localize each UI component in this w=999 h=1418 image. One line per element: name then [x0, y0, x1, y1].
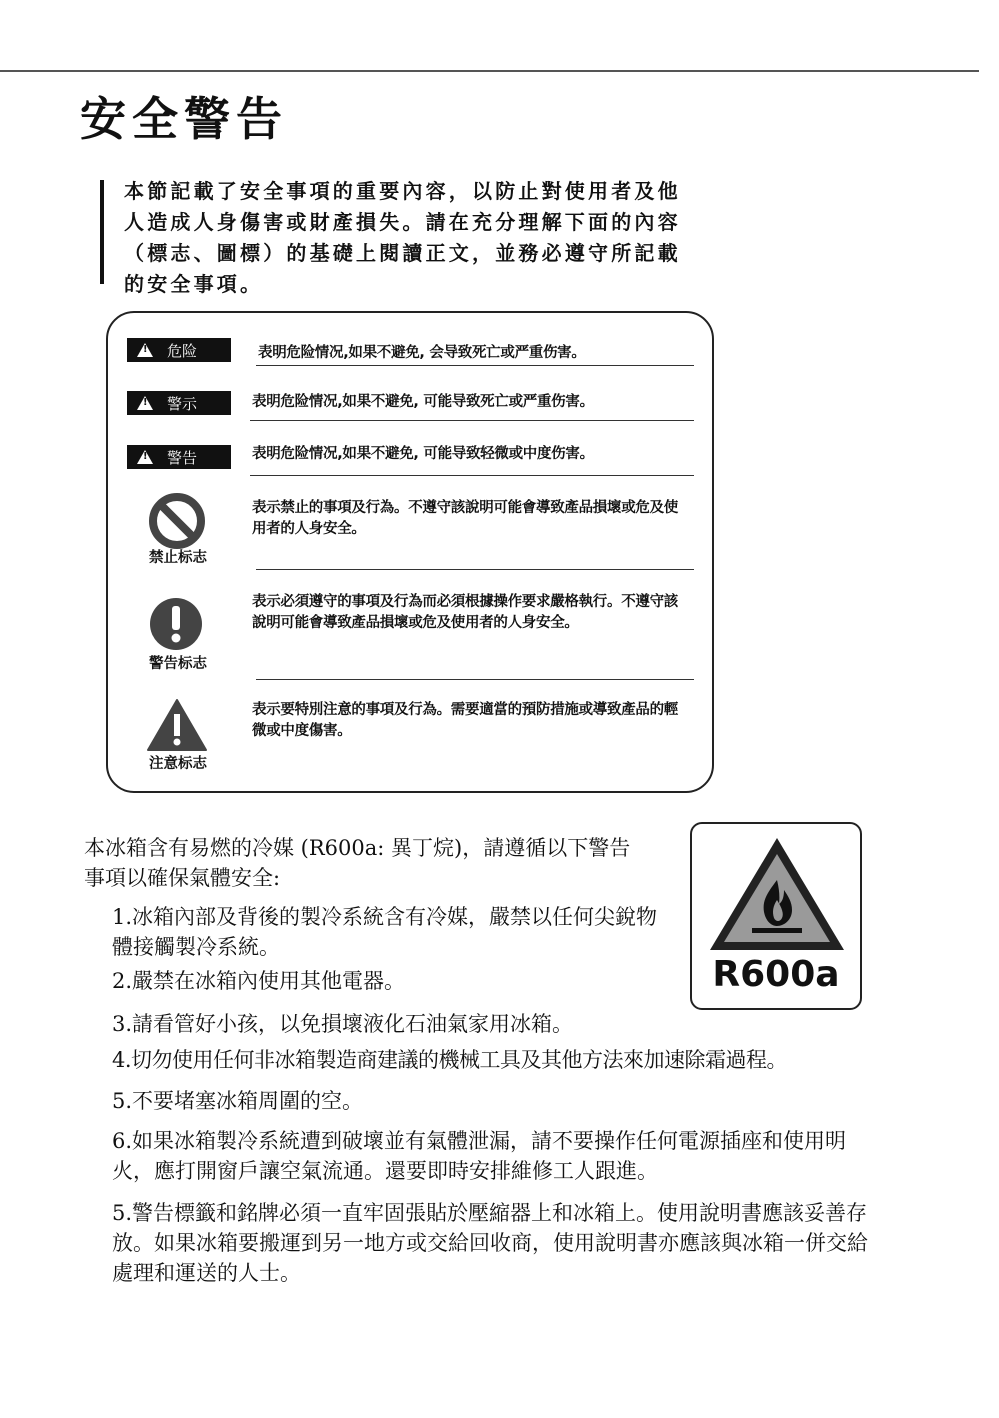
danger-badge-label: 危险: [167, 341, 198, 360]
divider: [250, 420, 694, 421]
divider: [256, 365, 694, 366]
top-rule: [0, 70, 979, 72]
list-item: 4.切勿使用任何非冰箱製造商建議的機械工具及其他方法來加速除霜過程。: [112, 1048, 788, 1072]
prohibit-label: 禁止标志: [149, 550, 207, 566]
divider: [256, 569, 694, 570]
flammable-warning-label: [690, 822, 862, 1010]
r600a-label: R600a: [712, 954, 840, 995]
divider: [256, 679, 694, 680]
caution-text: 表明危险情况,如果不避免, 可能导致轻微或中度伤害。: [252, 446, 594, 462]
caution-badge: [127, 445, 231, 469]
warning-triangle-icon: [137, 450, 153, 464]
prohibition-icon: [148, 492, 206, 550]
warning-badge-label: 警示: [167, 394, 198, 413]
warning-triangle-icon: [146, 698, 208, 752]
warning-triangle-icon: [137, 343, 153, 357]
list-item: 5.警告標籤和銘牌必須一直牢固張貼於壓縮器上和冰箱上。使用說明書應該妥善存放。如果冰箱要搬運到另一地方或交給回收商，使用說明書亦應該與冰箱一併交給處理和運送的人士。: [112, 1201, 868, 1285]
list-item: 2.嚴禁在冰箱內使用其他電器。: [112, 969, 406, 993]
prohibit-text: 表示禁止的事項及行為。不遵守該說明可能會導致產品損壞或危及使用者的人身安全。: [252, 500, 678, 537]
mandatory-label: 警告标志: [149, 656, 207, 672]
refrigerant-intro: 本冰箱含有易燃的冷媒 (R600a: 異丁烷)，請遵循以下警告事項以確保氣體安全:: [84, 836, 631, 890]
warning-badge: [127, 391, 231, 415]
divider: [250, 475, 694, 476]
list-item: 6.如果冰箱製冷系統遭到破壞並有氣體泄漏，請不要操作任何電源插座和使用明火，應打開窗戶讓空氣流通。還要即時安排維修工人跟進。: [112, 1129, 847, 1183]
page-title: 安全警告: [80, 92, 288, 146]
danger-badge: [127, 338, 231, 362]
intro-text: 本節記載了安全事項的重要內容，以防止對使用者及他人造成人身傷害或財產損失。請在充分理解下面的內容（標志、圖標）的基礎上閱讀正文，並務必遵守所記載的安全事項。: [124, 179, 681, 296]
list-item: 1.冰箱內部及背後的製冷系統含有冷媒，嚴禁以任何尖銳物體接觸製冷系統。: [112, 905, 658, 959]
danger-text: 表明危险情况,如果不避免, 会导致死亡或严重伤害。: [258, 345, 586, 361]
list-item: 5.不要堵塞冰箱周圍的空。: [112, 1089, 364, 1113]
warning-text: 表明危险情况,如果不避免, 可能导致死亡或严重伤害。: [252, 394, 594, 410]
mandatory-text: 表示必須遵守的事項及行為而必須根據操作要求嚴格執行。不遵守該說明可能會導致產品損壞或危及使用者的人身安全。: [252, 594, 678, 631]
caution-badge-label: 警告: [167, 448, 198, 467]
list-item: 3.請看管好小孩，以免損壞液化石油氣家用冰箱。: [112, 1012, 574, 1036]
attention-label: 注意标志: [149, 756, 207, 772]
warning-triangle-icon: [137, 396, 153, 410]
intro-bar: [100, 180, 104, 284]
flammable-icon: [706, 834, 848, 954]
exclamation-circle-icon: [148, 596, 204, 652]
attention-text: 表示要特別注意的事項及行為。需要適當的預防措施或導致產品的輕微或中度傷害。: [252, 702, 678, 739]
